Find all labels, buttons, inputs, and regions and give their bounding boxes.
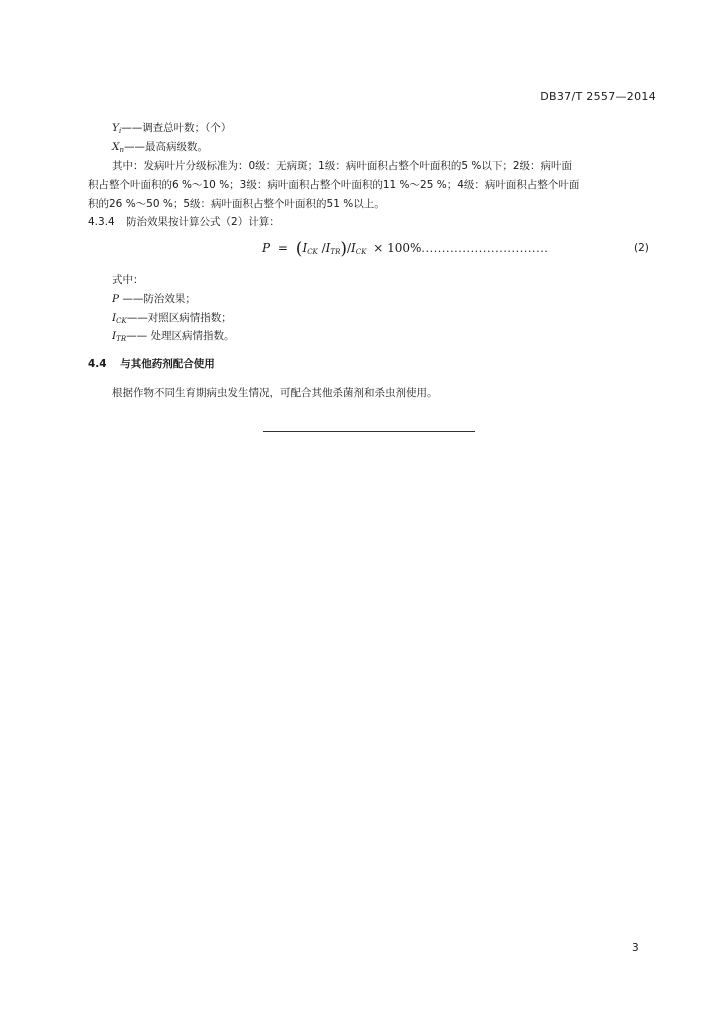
symbol: I (112, 312, 117, 324)
formula-i3-sub: CK (355, 248, 367, 256)
grading-paragraph-line-1: 其中：发病叶片分级标准为：0级：无病斑；1级：病叶面积占整个叶面积的5 %以下；2级：病叶面 (112, 160, 573, 172)
formula-i1-sub: CK (307, 248, 318, 256)
definition-text: ——最高病级数。 (124, 141, 208, 153)
clause-number: 4.3.4 (88, 216, 115, 228)
formula-lhs: P (262, 241, 271, 255)
definition-text: ——对照区病情指数； (126, 312, 232, 324)
formula-open-paren: ( (295, 239, 303, 259)
formula-i2: I (325, 241, 331, 255)
formula-tail: × 100% (373, 241, 422, 255)
definition-xn (112, 139, 208, 154)
definition-text: ——调查总叶数；（个） (121, 122, 232, 134)
grading-paragraph-line-2: 积占整个叶面积的6 %～10 %；3级：病叶面积占整个叶面积的11 %～25 %；4级：病叶面积占整个叶面 (88, 179, 580, 191)
symbol: I (112, 330, 117, 342)
formula-number: (2) (634, 242, 649, 254)
formula-i2-sub: TR (330, 248, 341, 256)
definition-itr (112, 328, 234, 343)
clause-4-3-4 (88, 214, 280, 229)
formula-2 (262, 239, 548, 259)
definition-text: —— 处理区病情指数。 (126, 330, 235, 342)
end-of-standard-line (263, 431, 475, 432)
definition-p (112, 291, 196, 306)
formula-slash: / (321, 241, 326, 255)
formula-slash-2: / (347, 241, 352, 255)
page-number: 3 (632, 942, 639, 954)
symbol-subscript: CK (116, 317, 127, 325)
formula-close-paren: ) (340, 239, 347, 259)
symbol-subscript: TR (116, 335, 127, 343)
symbol: X (112, 141, 120, 153)
definition-text: ——防治效果； (119, 293, 196, 305)
symbol-subscript: n (119, 146, 124, 154)
formula-equals: = (277, 241, 288, 255)
section-title: 与其他药剂配合使用 (120, 358, 215, 370)
section-4-4-heading (88, 356, 215, 371)
clause-text: 防治效果按计算公式（2）计算： (126, 216, 280, 228)
definition-yi (112, 120, 231, 135)
symbol: P (112, 293, 120, 305)
definition-ick (112, 310, 232, 325)
document-number: DB37/T 2557—2014 (540, 90, 656, 103)
section-4-4-body: 根据作物不同生育期病虫发生情况，可配合其他杀菌剂和杀虫剂使用。 (112, 387, 438, 399)
grading-paragraph-line-3: 积的26 %～50 %；5级：病叶面积占整个叶面积的51 %以上。 (88, 198, 385, 210)
formula-leader-dots: ............................... (421, 242, 549, 255)
symbol-subscript: i (118, 127, 122, 135)
section-number: 4.4 (88, 358, 107, 370)
formula-i3: I (351, 241, 356, 255)
formula-i1: I (302, 241, 308, 255)
where-label: 式中： (112, 274, 144, 286)
symbol: Y (112, 122, 119, 134)
